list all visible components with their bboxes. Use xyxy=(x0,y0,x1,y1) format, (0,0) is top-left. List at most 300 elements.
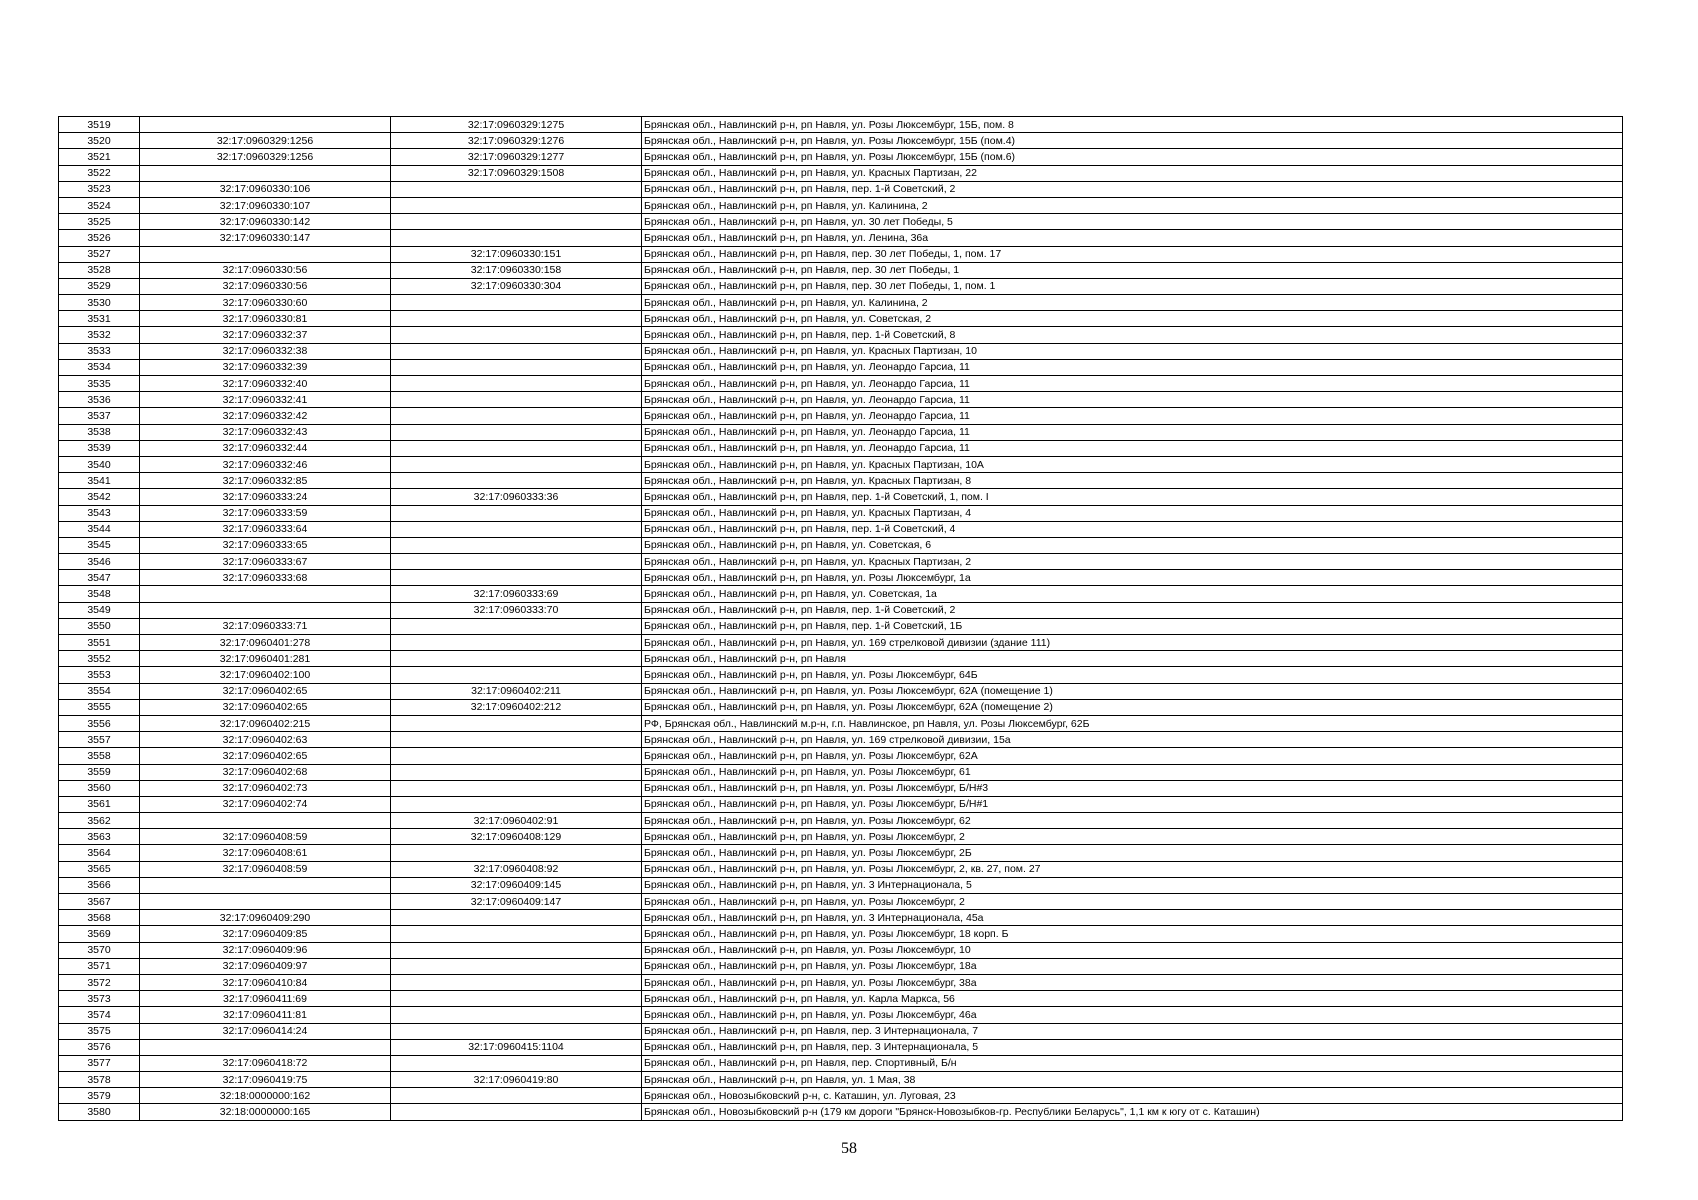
object-cadastral-number-cell xyxy=(391,1055,642,1071)
object-cadastral-number-cell: 32:17:0960333:69 xyxy=(391,586,642,602)
table-row xyxy=(59,456,1623,472)
row-number-cell: 3543 xyxy=(59,505,140,521)
address-cell: Брянская обл., Навлинский р-н, рп Навля, ул. 3 Интернационала, 5 xyxy=(642,877,1623,893)
row-number-cell: 3549 xyxy=(59,602,140,618)
object-cadastral-number-cell xyxy=(391,991,642,1007)
address-cell: Брянская обл., Навлинский р-н, рп Навля, ул. Красных Партизан, 10 xyxy=(642,343,1623,359)
object-cadastral-number-cell xyxy=(391,554,642,570)
address-cell: Брянская обл., Навлинский р-н, рп Навля, ул. Розы Люксембург, 18а xyxy=(642,958,1623,974)
land-cadastral-number-cell xyxy=(140,1039,391,1055)
object-cadastral-number-cell: 32:17:0960333:36 xyxy=(391,489,642,505)
row-number-cell: 3530 xyxy=(59,295,140,311)
table-row xyxy=(59,1023,1623,1039)
object-cadastral-number-cell xyxy=(391,764,642,780)
address-cell: Брянская обл., Навлинский р-н, рп Навля, ул. Советская, 6 xyxy=(642,537,1623,553)
address-cell: Брянская обл., Навлинский р-н, рп Навля, ул. Розы Люксембург, 46а xyxy=(642,1007,1623,1023)
table-row xyxy=(59,424,1623,440)
table-row xyxy=(59,327,1623,343)
row-number-cell: 3578 xyxy=(59,1072,140,1088)
address-cell: Брянская обл., Навлинский р-н, рп Навля, ул. Розы Люксембург, 61 xyxy=(642,764,1623,780)
object-cadastral-number-cell xyxy=(391,1104,642,1120)
object-cadastral-number-cell xyxy=(391,635,642,651)
object-cadastral-number-cell xyxy=(391,197,642,213)
object-cadastral-number-cell xyxy=(391,214,642,230)
row-number-cell: 3525 xyxy=(59,214,140,230)
table-row xyxy=(59,1007,1623,1023)
land-cadastral-number-cell: 32:17:0960408:61 xyxy=(140,845,391,861)
row-number-cell: 3553 xyxy=(59,667,140,683)
table-row xyxy=(59,618,1623,634)
table-row xyxy=(59,1104,1623,1120)
object-cadastral-number-cell: 32:17:0960329:1508 xyxy=(391,165,642,181)
row-number-cell: 3537 xyxy=(59,408,140,424)
table-row xyxy=(59,877,1623,893)
land-cadastral-number-cell: 32:17:0960332:44 xyxy=(140,440,391,456)
land-cadastral-number-cell: 32:17:0960333:65 xyxy=(140,537,391,553)
table-row xyxy=(59,683,1623,699)
address-cell: Брянская обл., Навлинский р-н, рп Навля, пер. 1-й Советский, 8 xyxy=(642,327,1623,343)
row-number-cell: 3569 xyxy=(59,926,140,942)
table-row xyxy=(59,764,1623,780)
address-cell: Брянская обл., Навлинский р-н, рп Навля, ул. Красных Партизан, 22 xyxy=(642,165,1623,181)
row-number-cell: 3567 xyxy=(59,894,140,910)
address-cell: Брянская обл., Навлинский р-н, рп Навля, ул. 3 Интернационала, 45а xyxy=(642,910,1623,926)
object-cadastral-number-cell: 32:17:0960415:1104 xyxy=(391,1039,642,1055)
address-cell: Брянская обл., Навлинский р-н, рп Навля, ул. Розы Люксембург, 62А xyxy=(642,748,1623,764)
object-cadastral-number-cell xyxy=(391,732,642,748)
address-cell: Брянская обл., Навлинский р-н, рп Навля, ул. Розы Люксембург, 2, кв. 27, пом. 27 xyxy=(642,861,1623,877)
object-cadastral-number-cell: 32:17:0960402:212 xyxy=(391,699,642,715)
table-row xyxy=(59,991,1623,1007)
row-number-cell: 3570 xyxy=(59,942,140,958)
row-number-cell: 3546 xyxy=(59,554,140,570)
land-cadastral-number-cell: 32:17:0960332:43 xyxy=(140,424,391,440)
address-cell: Брянская обл., Навлинский р-н, рп Навля, ул. Розы Люксембург, 62А (помещение 2) xyxy=(642,699,1623,715)
object-cadastral-number-cell xyxy=(391,343,642,359)
address-cell: Брянская обл., Навлинский р-н, рп Навля, пер. 1-й Советский, 1, пом. I xyxy=(642,489,1623,505)
address-cell: Брянская обл., Навлинский р-н, рп Навля, ул. Леонардо Гарсиа, 11 xyxy=(642,408,1623,424)
table-row xyxy=(59,392,1623,408)
object-cadastral-number-cell xyxy=(391,392,642,408)
address-cell: Брянская обл., Навлинский р-н, рп Навля, ул. Розы Люксембург, 15Б, пом. 8 xyxy=(642,117,1623,133)
land-cadastral-number-cell: 32:17:0960408:59 xyxy=(140,829,391,845)
row-number-cell: 3547 xyxy=(59,570,140,586)
row-number-cell: 3565 xyxy=(59,861,140,877)
table-row xyxy=(59,408,1623,424)
land-cadastral-number-cell: 32:17:0960330:60 xyxy=(140,295,391,311)
land-cadastral-number-cell xyxy=(140,602,391,618)
object-cadastral-number-cell xyxy=(391,715,642,731)
land-cadastral-number-cell: 32:17:0960330:107 xyxy=(140,197,391,213)
land-cadastral-number-cell: 32:17:0960329:1256 xyxy=(140,133,391,149)
address-cell: Брянская обл., Навлинский р-н, рп Навля, пер. 1-й Советский, 1Б xyxy=(642,618,1623,634)
object-cadastral-number-cell xyxy=(391,505,642,521)
land-cadastral-number-cell: 32:17:0960402:65 xyxy=(140,699,391,715)
table-row xyxy=(59,165,1623,181)
row-number-cell: 3521 xyxy=(59,149,140,165)
table-row xyxy=(59,715,1623,731)
row-number-cell: 3575 xyxy=(59,1023,140,1039)
address-cell: Брянская обл., Навлинский р-н, рп Навля, ул. Красных Партизан, 10А xyxy=(642,456,1623,472)
table-row xyxy=(59,732,1623,748)
address-cell: Брянская обл., Навлинский р-н, рп Навля, ул. Розы Люксембург, 64Б xyxy=(642,667,1623,683)
row-number-cell: 3529 xyxy=(59,278,140,294)
table-row xyxy=(59,230,1623,246)
table-row xyxy=(59,958,1623,974)
address-cell: Брянская обл., Навлинский р-н, рп Навля, ул. Советская, 1а xyxy=(642,586,1623,602)
address-cell: Брянская обл., Навлинский р-н, рп Навля, ул. Розы Люксембург, 15Б (пом.4) xyxy=(642,133,1623,149)
table-row xyxy=(59,278,1623,294)
table-row xyxy=(59,473,1623,489)
table-row xyxy=(59,667,1623,683)
address-cell: Брянская обл., Навлинский р-н, рп Навля, ул. Розы Люксембург, 2 xyxy=(642,894,1623,910)
table-row xyxy=(59,651,1623,667)
land-cadastral-number-cell: 32:17:0960402:73 xyxy=(140,780,391,796)
land-cadastral-number-cell xyxy=(140,894,391,910)
address-cell: Брянская обл., Навлинский р-н, рп Навля, ул. Советская, 2 xyxy=(642,311,1623,327)
row-number-cell: 3533 xyxy=(59,343,140,359)
land-cadastral-number-cell: 32:17:0960333:67 xyxy=(140,554,391,570)
table-row xyxy=(59,780,1623,796)
object-cadastral-number-cell xyxy=(391,473,642,489)
land-cadastral-number-cell: 32:17:0960330:106 xyxy=(140,181,391,197)
table-row xyxy=(59,359,1623,375)
row-number-cell: 3520 xyxy=(59,133,140,149)
table-row xyxy=(59,214,1623,230)
address-cell: Брянская обл., Навлинский р-н, рп Навля, ул. Красных Партизан, 8 xyxy=(642,473,1623,489)
row-number-cell: 3524 xyxy=(59,197,140,213)
land-cadastral-number-cell: 32:17:0960332:38 xyxy=(140,343,391,359)
object-cadastral-number-cell: 32:17:0960408:129 xyxy=(391,829,642,845)
land-cadastral-number-cell: 32:17:0960409:96 xyxy=(140,942,391,958)
land-cadastral-number-cell: 32:17:0960401:281 xyxy=(140,651,391,667)
row-number-cell: 3579 xyxy=(59,1088,140,1104)
address-cell: Брянская обл., Навлинский р-н, рп Навля, пер. Спортивный, Б/н xyxy=(642,1055,1623,1071)
row-number-cell: 3527 xyxy=(59,246,140,262)
object-cadastral-number-cell xyxy=(391,958,642,974)
row-number-cell: 3544 xyxy=(59,521,140,537)
row-number-cell: 3557 xyxy=(59,732,140,748)
table-row xyxy=(59,829,1623,845)
row-number-cell: 3556 xyxy=(59,715,140,731)
object-cadastral-number-cell xyxy=(391,1023,642,1039)
object-cadastral-number-cell xyxy=(391,780,642,796)
address-cell: Брянская обл., Навлинский р-н, рп Навля, ул. Розы Люксембург, Б/Н#3 xyxy=(642,780,1623,796)
row-number-cell: 3566 xyxy=(59,877,140,893)
row-number-cell: 3540 xyxy=(59,456,140,472)
object-cadastral-number-cell xyxy=(391,974,642,990)
address-cell: Брянская обл., Навлинский р-н, рп Навля, ул. Ленина, 36а xyxy=(642,230,1623,246)
object-cadastral-number-cell: 32:17:0960402:91 xyxy=(391,813,642,829)
row-number-cell: 3535 xyxy=(59,376,140,392)
table-row xyxy=(59,440,1623,456)
address-cell: Брянская обл., Навлинский р-н, рп Навля, ул. Розы Люксембург, 62 xyxy=(642,813,1623,829)
row-number-cell: 3536 xyxy=(59,392,140,408)
address-cell: Брянская обл., Навлинский р-н, рп Навля, ул. 1 Мая, 38 xyxy=(642,1072,1623,1088)
table-row xyxy=(59,197,1623,213)
object-cadastral-number-cell xyxy=(391,181,642,197)
row-number-cell: 3519 xyxy=(59,117,140,133)
object-cadastral-number-cell xyxy=(391,748,642,764)
land-cadastral-number-cell: 32:17:0960402:74 xyxy=(140,796,391,812)
land-cadastral-number-cell: 32:17:0960402:63 xyxy=(140,732,391,748)
address-cell: Брянская обл., Навлинский р-н, рп Навля, пер. 30 лет Победы, 1 xyxy=(642,262,1623,278)
land-cadastral-number-cell: 32:17:0960330:147 xyxy=(140,230,391,246)
address-cell: Брянская обл., Навлинский р-н, рп Навля xyxy=(642,651,1623,667)
row-number-cell: 3562 xyxy=(59,813,140,829)
address-cell: Брянская обл., Навлинский р-н, рп Навля, ул. Красных Партизан, 4 xyxy=(642,505,1623,521)
object-cadastral-number-cell: 32:17:0960329:1276 xyxy=(391,133,642,149)
row-number-cell: 3573 xyxy=(59,991,140,1007)
object-cadastral-number-cell xyxy=(391,1007,642,1023)
address-cell: Брянская обл., Навлинский р-н, рп Навля, ул. Розы Люксембург, 62А (помещение 1) xyxy=(642,683,1623,699)
address-cell: Брянская обл., Навлинский р-н, рп Навля, ул. Розы Люксембург, 15Б (пом.6) xyxy=(642,149,1623,165)
row-number-cell: 3577 xyxy=(59,1055,140,1071)
land-cadastral-number-cell: 32:17:0960332:39 xyxy=(140,359,391,375)
table-row xyxy=(59,376,1623,392)
address-cell: Брянская обл., Навлинский р-н, рп Навля, пер. 3 Интернационала, 7 xyxy=(642,1023,1623,1039)
land-cadastral-number-cell: 32:17:0960332:85 xyxy=(140,473,391,489)
row-number-cell: 3526 xyxy=(59,230,140,246)
row-number-cell: 3523 xyxy=(59,181,140,197)
object-cadastral-number-cell xyxy=(391,311,642,327)
land-cadastral-number-cell: 32:17:0960409:97 xyxy=(140,958,391,974)
row-number-cell: 3541 xyxy=(59,473,140,489)
address-cell: Брянская обл., Навлинский р-н, рп Навля, ул. Леонардо Гарсиа, 11 xyxy=(642,440,1623,456)
row-number-cell: 3558 xyxy=(59,748,140,764)
object-cadastral-number-cell xyxy=(391,796,642,812)
object-cadastral-number-cell: 32:17:0960402:211 xyxy=(391,683,642,699)
row-number-cell: 3522 xyxy=(59,165,140,181)
row-number-cell: 3560 xyxy=(59,780,140,796)
row-number-cell: 3571 xyxy=(59,958,140,974)
address-cell: Брянская обл., Новозыбковский р-н, с. Каташин, ул. Луговая, 23 xyxy=(642,1088,1623,1104)
address-cell: Брянская обл., Навлинский р-н, рп Навля, ул. Леонардо Гарсиа, 11 xyxy=(642,424,1623,440)
land-cadastral-number-cell: 32:17:0960333:68 xyxy=(140,570,391,586)
row-number-cell: 3554 xyxy=(59,683,140,699)
address-cell: Брянская обл., Новозыбковский р-н (179 км дороги "Брянск-Новозыбков-гр. Республики Беларусь", 1,1 км к югу от с. Каташин) xyxy=(642,1104,1623,1120)
land-cadastral-number-cell: 32:17:0960332:46 xyxy=(140,456,391,472)
table-row xyxy=(59,149,1623,165)
object-cadastral-number-cell xyxy=(391,408,642,424)
row-number-cell: 3532 xyxy=(59,327,140,343)
object-cadastral-number-cell xyxy=(391,537,642,553)
object-cadastral-number-cell xyxy=(391,521,642,537)
table-row xyxy=(59,635,1623,651)
address-cell: Брянская обл., Навлинский р-н, рп Навля, ул. Розы Люксембург, 18 корп. Б xyxy=(642,926,1623,942)
row-number-cell: 3564 xyxy=(59,845,140,861)
row-number-cell: 3548 xyxy=(59,586,140,602)
row-number-cell: 3561 xyxy=(59,796,140,812)
object-cadastral-number-cell: 32:17:0960329:1277 xyxy=(391,149,642,165)
table-row xyxy=(59,133,1623,149)
row-number-cell: 3574 xyxy=(59,1007,140,1023)
table-row xyxy=(59,910,1623,926)
table-row xyxy=(59,796,1623,812)
address-cell: Брянская обл., Навлинский р-н, рп Навля, пер. 30 лет Победы, 1, пом. 1 xyxy=(642,278,1623,294)
object-cadastral-number-cell xyxy=(391,424,642,440)
address-cell: Брянская обл., Навлинский р-н, рп Навля, ул. Розы Люксембург, 10 xyxy=(642,942,1623,958)
table-row xyxy=(59,295,1623,311)
table-row xyxy=(59,181,1623,197)
object-cadastral-number-cell: 32:17:0960330:151 xyxy=(391,246,642,262)
object-cadastral-number-cell xyxy=(391,926,642,942)
address-cell: Брянская обл., Навлинский р-н, рп Навля, пер. 3 Интернационала, 5 xyxy=(642,1039,1623,1055)
object-cadastral-number-cell xyxy=(391,910,642,926)
table-row xyxy=(59,343,1623,359)
table-row xyxy=(59,974,1623,990)
address-cell: Брянская обл., Навлинский р-н, рп Навля, ул. Леонардо Гарсиа, 11 xyxy=(642,359,1623,375)
table-row xyxy=(59,570,1623,586)
land-cadastral-number-cell: 32:17:0960330:56 xyxy=(140,278,391,294)
object-cadastral-number-cell xyxy=(391,376,642,392)
land-cadastral-number-cell: 32:17:0960333:59 xyxy=(140,505,391,521)
object-cadastral-number-cell xyxy=(391,359,642,375)
land-cadastral-number-cell: 32:18:0000000:165 xyxy=(140,1104,391,1120)
row-number-cell: 3551 xyxy=(59,635,140,651)
table-row xyxy=(59,813,1623,829)
address-cell: Брянская обл., Навлинский р-н, рп Навля, ул. Калинина, 2 xyxy=(642,197,1623,213)
land-cadastral-number-cell: 32:17:0960410:84 xyxy=(140,974,391,990)
table-row xyxy=(59,926,1623,942)
table-row xyxy=(59,505,1623,521)
object-cadastral-number-cell xyxy=(391,651,642,667)
object-cadastral-number-cell: 32:17:0960409:147 xyxy=(391,894,642,910)
land-cadastral-number-cell: 32:17:0960409:85 xyxy=(140,926,391,942)
address-cell: Брянская обл., Навлинский р-н, рп Навля, пер. 30 лет Победы, 1, пом. 17 xyxy=(642,246,1623,262)
row-number-cell: 3528 xyxy=(59,262,140,278)
address-cell: Брянская обл., Навлинский р-н, рп Навля, пер. 1-й Советский, 2 xyxy=(642,602,1623,618)
table-row xyxy=(59,554,1623,570)
land-cadastral-number-cell: 32:17:0960333:24 xyxy=(140,489,391,505)
land-cadastral-number-cell: 32:17:0960329:1256 xyxy=(140,149,391,165)
row-number-cell: 3531 xyxy=(59,311,140,327)
land-cadastral-number-cell: 32:17:0960418:72 xyxy=(140,1055,391,1071)
object-cadastral-number-cell xyxy=(391,942,642,958)
address-cell: Брянская обл., Навлинский р-н, рп Навля, ул. Розы Люксембург, 1а xyxy=(642,570,1623,586)
land-cadastral-number-cell: 32:17:0960409:290 xyxy=(140,910,391,926)
land-cadastral-number-cell: 32:17:0960411:81 xyxy=(140,1007,391,1023)
address-cell: Брянская обл., Навлинский р-н, рп Навля, пер. 1-й Советский, 4 xyxy=(642,521,1623,537)
table-row xyxy=(59,748,1623,764)
row-number-cell: 3568 xyxy=(59,910,140,926)
land-cadastral-number-cell: 32:17:0960414:24 xyxy=(140,1023,391,1039)
land-cadastral-number-cell xyxy=(140,586,391,602)
object-cadastral-number-cell xyxy=(391,618,642,634)
land-cadastral-number-cell xyxy=(140,813,391,829)
land-cadastral-number-cell xyxy=(140,246,391,262)
row-number-cell: 3538 xyxy=(59,424,140,440)
row-number-cell: 3580 xyxy=(59,1104,140,1120)
object-cadastral-number-cell xyxy=(391,440,642,456)
land-cadastral-number-cell: 32:17:0960401:278 xyxy=(140,635,391,651)
table-row xyxy=(59,861,1623,877)
object-cadastral-number-cell xyxy=(391,327,642,343)
address-cell: Брянская обл., Навлинский р-н, рп Навля, пер. 1-й Советский, 2 xyxy=(642,181,1623,197)
land-cadastral-number-cell: 32:17:0960330:56 xyxy=(140,262,391,278)
table-row xyxy=(59,117,1623,133)
row-number-cell: 3545 xyxy=(59,537,140,553)
row-number-cell: 3559 xyxy=(59,764,140,780)
address-cell: РФ, Брянская обл., Навлинский м.р-н, г.п. Навлинское, рп Навля, ул. Розы Люксембург, 62Б xyxy=(642,715,1623,731)
address-cell: Брянская обл., Навлинский р-н, рп Навля, ул. Розы Люксембург, 2 xyxy=(642,829,1623,845)
land-cadastral-number-cell: 32:17:0960330:81 xyxy=(140,311,391,327)
table-row xyxy=(59,521,1623,537)
object-cadastral-number-cell: 32:17:0960333:70 xyxy=(391,602,642,618)
row-number-cell: 3563 xyxy=(59,829,140,845)
land-cadastral-number-cell: 32:17:0960333:64 xyxy=(140,521,391,537)
row-number-cell: 3550 xyxy=(59,618,140,634)
row-number-cell: 3576 xyxy=(59,1039,140,1055)
object-cadastral-number-cell: 32:17:0960419:80 xyxy=(391,1072,642,1088)
land-cadastral-number-cell: 32:17:0960402:100 xyxy=(140,667,391,683)
address-cell: Брянская обл., Навлинский р-н, рп Навля, ул. 169 стрелковой дивизии, 15а xyxy=(642,732,1623,748)
table-row xyxy=(59,489,1623,505)
table-row xyxy=(59,894,1623,910)
land-cadastral-number-cell: 32:18:0000000:162 xyxy=(140,1088,391,1104)
land-cadastral-number-cell: 32:17:0960408:59 xyxy=(140,861,391,877)
row-number-cell: 3572 xyxy=(59,974,140,990)
table-row xyxy=(59,311,1623,327)
table-row xyxy=(59,602,1623,618)
object-cadastral-number-cell xyxy=(391,845,642,861)
object-cadastral-number-cell: 32:17:0960408:92 xyxy=(391,861,642,877)
address-cell: Брянская обл., Навлинский р-н, рп Навля, ул. Леонардо Гарсиа, 11 xyxy=(642,392,1623,408)
address-cell: Брянская обл., Навлинский р-н, рп Навля, ул. Красных Партизан, 2 xyxy=(642,554,1623,570)
object-cadastral-number-cell: 32:17:0960330:304 xyxy=(391,278,642,294)
object-cadastral-number-cell xyxy=(391,456,642,472)
row-number-cell: 3534 xyxy=(59,359,140,375)
object-cadastral-number-cell xyxy=(391,570,642,586)
object-cadastral-number-cell: 32:17:0960330:158 xyxy=(391,262,642,278)
registry-table-body xyxy=(59,117,1623,1121)
row-number-cell: 3539 xyxy=(59,440,140,456)
land-cadastral-number-cell: 32:17:0960411:69 xyxy=(140,991,391,1007)
address-cell: Брянская обл., Навлинский р-н, рп Навля, ул. 30 лет Победы, 5 xyxy=(642,214,1623,230)
table-row xyxy=(59,845,1623,861)
table-row xyxy=(59,1055,1623,1071)
page-number: 58 xyxy=(841,1140,857,1157)
object-cadastral-number-cell: 32:17:0960409:145 xyxy=(391,877,642,893)
object-cadastral-number-cell xyxy=(391,295,642,311)
object-cadastral-number-cell xyxy=(391,230,642,246)
land-cadastral-number-cell: 32:17:0960332:40 xyxy=(140,376,391,392)
address-cell: Брянская обл., Навлинский р-н, рп Навля, ул. Розы Люксембург, Б/Н#1 xyxy=(642,796,1623,812)
table-row xyxy=(59,942,1623,958)
land-cadastral-number-cell: 32:17:0960402:215 xyxy=(140,715,391,731)
table-row xyxy=(59,1039,1623,1055)
land-cadastral-number-cell xyxy=(140,117,391,133)
land-cadastral-number-cell: 32:17:0960419:75 xyxy=(140,1072,391,1088)
object-cadastral-number-cell xyxy=(391,1088,642,1104)
land-cadastral-number-cell: 32:17:0960402:65 xyxy=(140,748,391,764)
row-number-cell: 3542 xyxy=(59,489,140,505)
table-row xyxy=(59,699,1623,715)
object-cadastral-number-cell: 32:17:0960329:1275 xyxy=(391,117,642,133)
address-cell: Брянская обл., Навлинский р-н, рп Навля, ул. 169 стрелковой дивизии (здание 111) xyxy=(642,635,1623,651)
address-cell: Брянская обл., Навлинский р-н, рп Навля, ул. Розы Люксембург, 2Б xyxy=(642,845,1623,861)
land-cadastral-number-cell xyxy=(140,877,391,893)
row-number-cell: 3555 xyxy=(59,699,140,715)
address-cell: Брянская обл., Навлинский р-н, рп Навля, ул. Леонардо Гарсиа, 11 xyxy=(642,376,1623,392)
table-row xyxy=(59,262,1623,278)
land-cadastral-number-cell: 32:17:0960332:42 xyxy=(140,408,391,424)
land-cadastral-number-cell: 32:17:0960333:71 xyxy=(140,618,391,634)
land-cadastral-number-cell: 32:17:0960402:68 xyxy=(140,764,391,780)
table-row xyxy=(59,537,1623,553)
land-cadastral-number-cell xyxy=(140,165,391,181)
address-cell: Брянская обл., Навлинский р-н, рп Навля, ул. Калинина, 2 xyxy=(642,295,1623,311)
